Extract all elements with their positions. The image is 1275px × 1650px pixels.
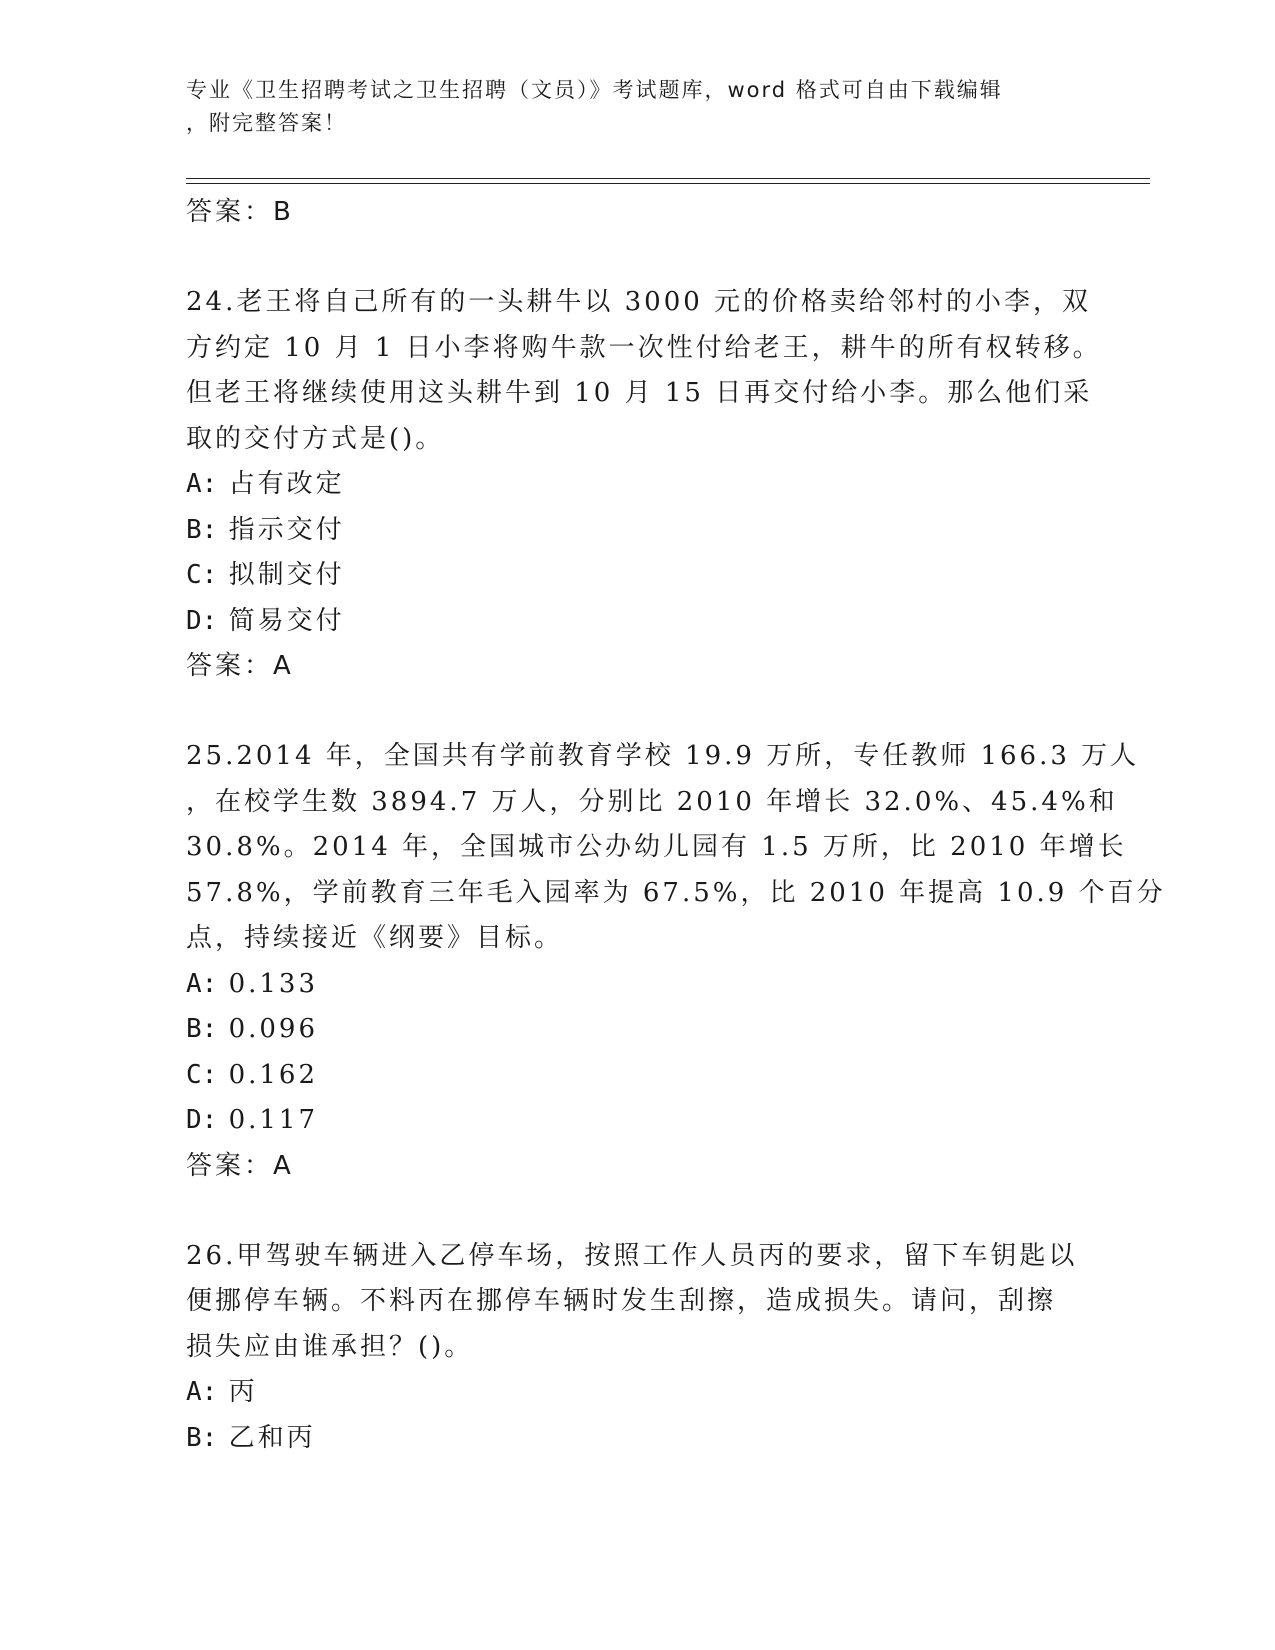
option-text: 0.133	[228, 968, 319, 999]
stem-line: 但老王将继续使用这头耕牛到 10 月 15 日再交付给小李。那么他们采	[186, 378, 1093, 408]
question-stem	[186, 1234, 1086, 1371]
option-text: 0.096	[228, 1014, 319, 1044]
option-label: B:	[186, 1422, 218, 1453]
question-25	[186, 734, 1166, 1188]
stem-line: 损失应由谁承担？()。	[186, 1331, 474, 1362]
option-label: D:	[186, 605, 218, 636]
option-text: 占有改定	[228, 469, 345, 499]
stem-line: 24.老王将自己所有的一头耕牛以 3000 元的价格卖给邻村的小李，双	[186, 287, 1092, 317]
question-stem	[186, 734, 1166, 962]
option-a	[186, 462, 1086, 508]
option-label: A:	[186, 469, 218, 499]
stem-line: 点，持续接近《纲要》目标。	[186, 923, 564, 953]
option-label: A:	[186, 968, 218, 999]
option-a	[186, 1370, 1086, 1416]
option-d	[186, 1098, 1086, 1144]
header-line-1: 专业《卫生招聘考试之卫生招聘（文员）》考试题库，word 格式可自由下载编辑	[186, 78, 1003, 102]
option-text: 0.117	[228, 1105, 319, 1135]
option-text: 0.162	[228, 1059, 319, 1090]
question-26	[186, 1234, 1086, 1462]
stem-line: 便挪停车辆。不料丙在挪停车辆时发生刮擦，造成损失。请问，刮擦	[186, 1286, 1057, 1316]
question-24	[186, 280, 1102, 688]
stem-line: ，在校学生数 3894.7 万人，分别比 2010 年增长 32.0%、45.4%和	[186, 786, 1118, 817]
document-header	[186, 74, 1086, 140]
answer-line: 答案：B	[186, 197, 294, 227]
stem-line: 25.2014 年，全国共有学前教育学校 19.9 万所，专任教师 166.3 万人	[186, 741, 1140, 771]
stem-line: 方约定 10 月 1 日小李将购牛款一次性付给老王，耕牛的所有权转移。	[186, 332, 1102, 363]
answer-line: 答案：A	[186, 1150, 294, 1181]
option-label: B:	[186, 1014, 218, 1044]
option-b	[186, 508, 1086, 554]
option-label: B:	[186, 514, 218, 545]
option-c	[186, 1053, 1086, 1099]
option-a	[186, 962, 1086, 1008]
header-divider-top	[186, 178, 1150, 179]
option-b	[186, 1416, 1086, 1462]
stem-line: 57.8%，学前教育三年毛入园率为 67.5%，比 2010 年提高 10.9 个百分	[186, 877, 1166, 908]
option-label: D:	[186, 1105, 218, 1135]
option-c	[186, 553, 1086, 599]
answer-line: 答案：A	[186, 651, 294, 681]
option-text: 指示交付	[228, 514, 345, 545]
option-b	[186, 1007, 1086, 1053]
stem-line: 26.甲驾驶车辆进入乙停车场，按照工作人员丙的要求，留下车钥匙以	[186, 1240, 1078, 1271]
option-label: A:	[186, 1377, 218, 1407]
option-label: C:	[186, 1059, 218, 1090]
option-d	[186, 599, 1086, 645]
option-label: C:	[186, 560, 218, 590]
stem-line: 30.8%。2014 年，全国城市公办幼儿园有 1.5 万所，比 2010 年增长	[186, 832, 1127, 862]
option-text: 丙	[228, 1377, 258, 1407]
header-line-2: ，附完整答案！	[186, 111, 347, 135]
option-text: 简易交付	[228, 605, 345, 636]
question-stem	[186, 280, 1102, 462]
document-body	[186, 190, 1166, 1461]
header-divider-bottom	[186, 183, 1150, 184]
option-text: 乙和丙	[228, 1422, 316, 1453]
option-text: 拟制交付	[228, 560, 345, 590]
stem-line: 取的交付方式是()。	[186, 423, 445, 454]
